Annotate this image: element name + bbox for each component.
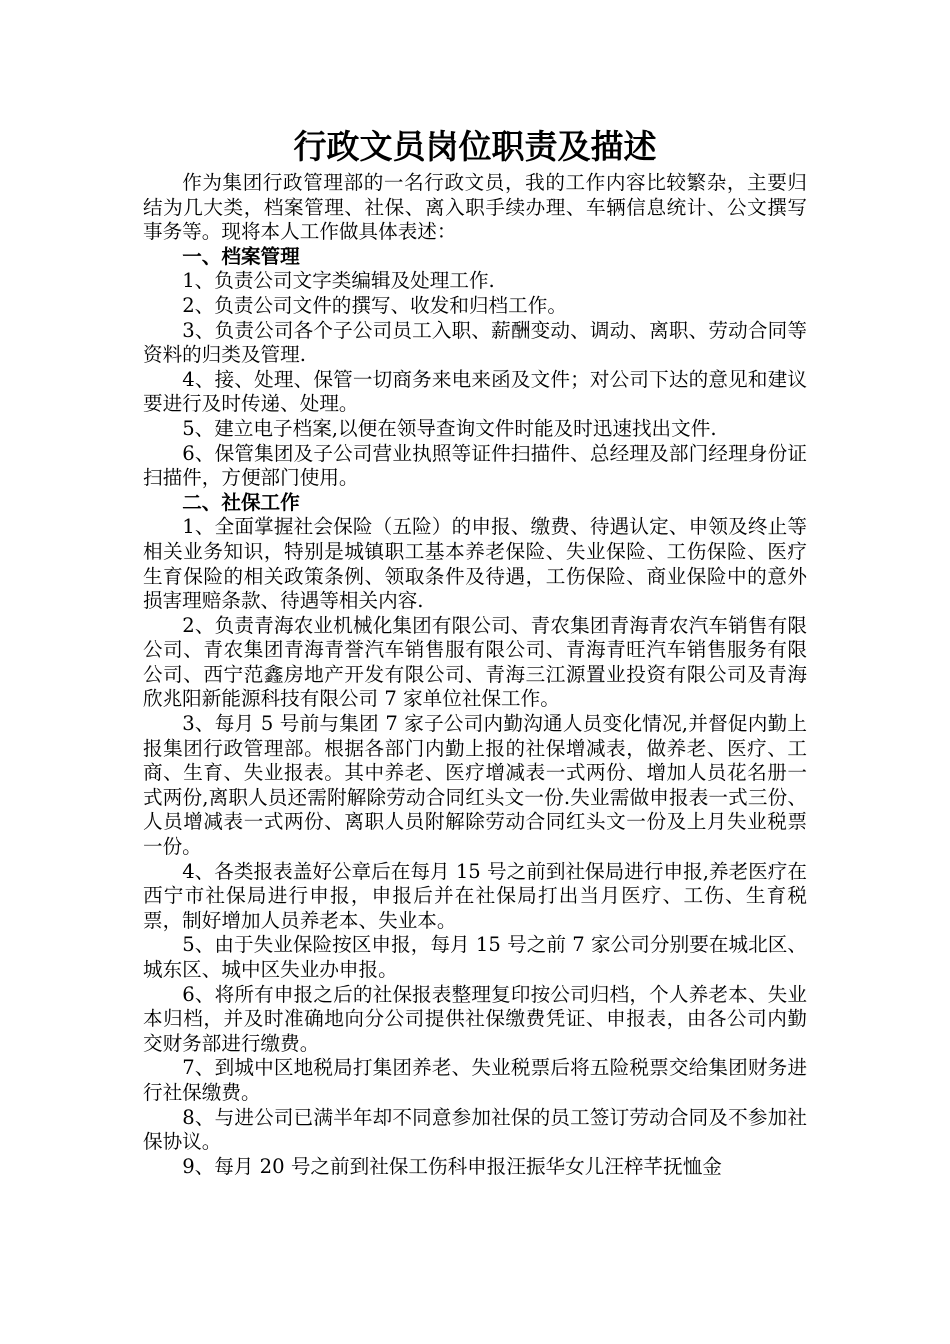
document-title: 行政文员岗位职责及描述 <box>293 127 657 166</box>
list-item: 4、接、处理、保管一切商务来电来函及文件；对公司下达的意见和建议要进行及时传递、处理。 <box>143 367 807 416</box>
list-item: 5、建立电子档案,以便在领导查询文件时能及时迅速找出文件. <box>182 416 717 440</box>
section-heading: 一、档案管理 <box>182 244 300 268</box>
section-heading: 二、社保工作 <box>182 490 300 514</box>
list-item: 5、由于失业保险按区申报，每月 15 号之前 7 家公司分别要在城北区、城东区、城中区失业办申报。 <box>143 933 807 981</box>
list-item: 4、各类报表盖好公章后在每月 15 号之前到社保局进行申报,养老医疗在西宁市社保局进行申报，申报后并在社保局打出当月医疗、工伤、生育税票，制好增加人员养老本、失业本。 <box>143 859 807 932</box>
list-item: 6、保管集团及子公司营业执照等证件扫描件、总经理及部门经理身份证扫描件，方便部门使用。 <box>143 441 807 490</box>
list-item: 8、与进公司已满半年却不同意参加社保的员工签订劳动合同及不参加社保协议。 <box>143 1105 807 1154</box>
list-item: 3、负责公司各个子公司员工入职、薪酬变动、调动、离职、劳动合同等资料的归类及管理. <box>143 318 807 367</box>
list-item: 1、全面掌握社会保险（五险）的申报、缴费、待遇认定、申领及终止等相关业务知识，特别是城镇职工基本养老保险、失业保险、工伤保险、医疗生育保险的相关政策条例、领取条件及待遇，工伤保险、商业保险中的意外损害理赔条款、待遇等相关内容. <box>143 515 807 613</box>
list-item: 9、每月 20 号之前到社保工伤科申报汪振华女儿汪梓芊抚恤金 <box>182 1154 722 1178</box>
section-social-insurance <box>143 491 807 1180</box>
list-item: 1、负责公司文字类编辑及处理工作. <box>182 269 495 293</box>
list-item: 2、负责青海农业机械化集团有限公司、青农集团青海青农汽车销售有限公司、青农集团青海青誉汽车销售服有限公司、青海青旺汽车销售服务有限公司、西宁范鑫房地产开发有限公司、青海三江源置业投资有限公司及青海欣兆阳新能源科技有限公司 7 家单位社保工作。 <box>143 613 807 711</box>
section-archive-management <box>143 245 807 491</box>
list-item: 6、将所有申报之后的社保报表整理复印按公司归档，个人养老本、失业本归档，并及时准确地向分公司提供社保缴费凭证、申报表，由各公司内勤交财务部进行缴费。 <box>143 982 807 1055</box>
intro-paragraph: 作为集团行政管理部的一名行政文员，我的工作内容比较繁杂，主要归结为几大类，档案管理、社保、离入职手续办理、车辆信息统计、公文撰写事务等。现将本人工作做具体表述： <box>143 171 807 244</box>
list-item: 7、到城中区地税局打集团养老、失业税票后将五险税票交给集团财务进行社保缴费。 <box>143 1056 807 1104</box>
document-page <box>143 125 807 1179</box>
list-item: 3、每月 5 号前与集团 7 家子公司内勤沟通人员变化情况,并督促内勤上报集团行政管理部。根据各部门内勤上报的社保增减表，做养老、医疗、工商、生育、失业报表。其中养老、医疗增减表一式两份、增加人员花名册一式两份,离职人员还需附解除劳动合同红头文一份.失业需做申报表一式三份、人员增减表一式两份、离职人员附解除劳动合同红头文一份及上月失业税票一份。 <box>143 712 807 859</box>
list-item: 2、负责公司文件的撰写、收发和归档工作。 <box>182 293 567 317</box>
